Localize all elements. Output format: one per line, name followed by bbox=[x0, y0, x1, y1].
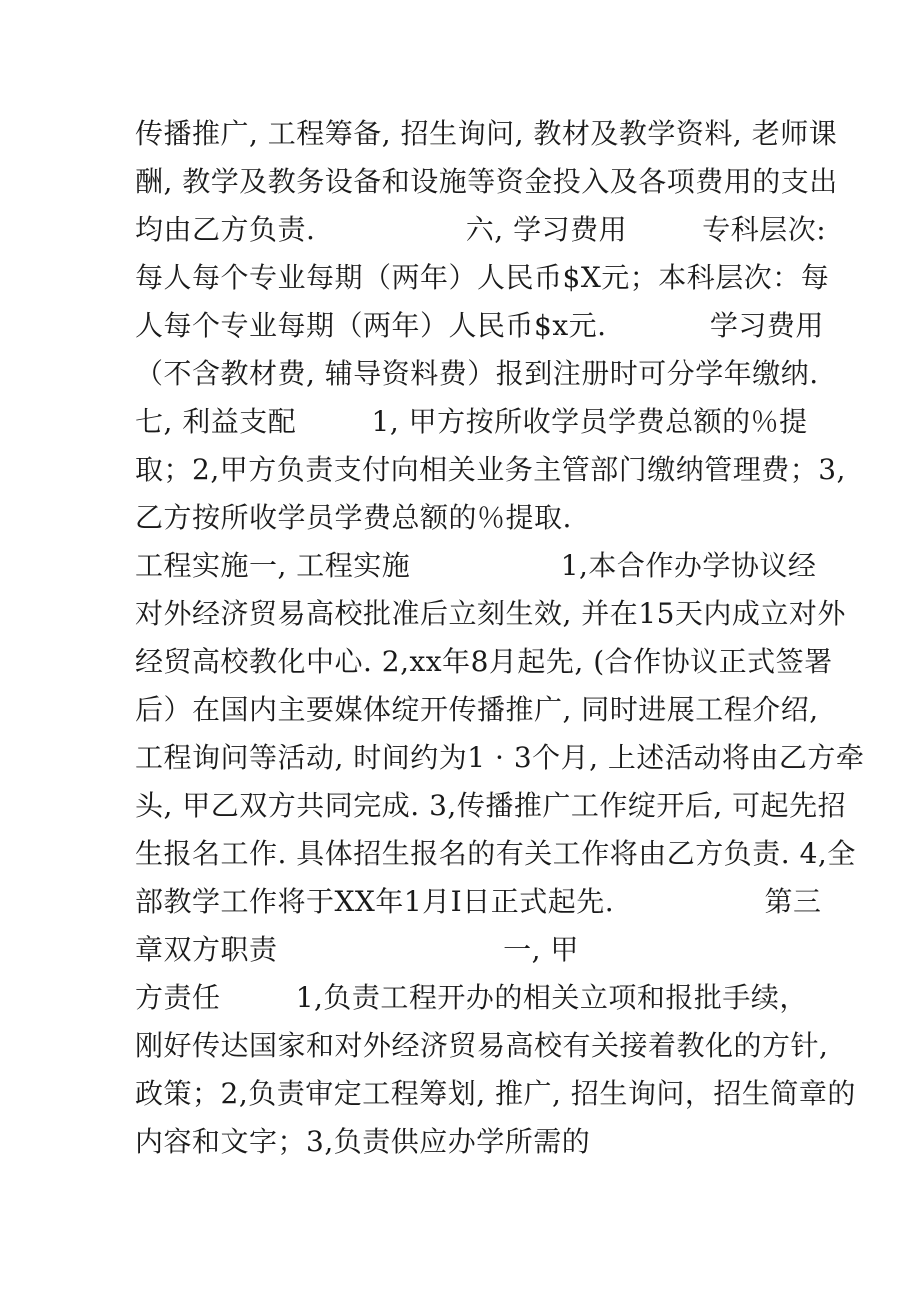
text-line: 工程询问等活动, 时间约为1 · 3个月, 上述活动将由乙方牵 bbox=[135, 741, 865, 774]
text-line: 头, 甲乙双方共同完成. 3,传播推广工作绽开后, 可起先招 bbox=[135, 789, 847, 822]
text-line: 人每个专业每期（两年）人民币$x元. 学习费用 bbox=[135, 309, 824, 342]
text-line: 乙方按所收学员学费总额的％提取. bbox=[135, 501, 572, 534]
text-line: （不含教材费, 辅导资料费）报到注册时可分学年缴纳. bbox=[135, 357, 819, 390]
text-line: 对外经济贸易高校批准后立刻生效, 并在15天内成立对外 bbox=[135, 597, 846, 630]
text-line: 经贸高校教化中心. 2,xx年8月起先, (合作协议正式签署 bbox=[135, 645, 833, 678]
text-line: 工程实施一, 工程实施 1,本合作办学协议经 bbox=[135, 549, 817, 582]
text-line: 部教学工作将于XX年1月I日正式起先. 第三 bbox=[135, 885, 822, 918]
text-line: 传播推广, 工程筹备, 招生询问, 教材及教学资料, 老师课 bbox=[135, 117, 838, 150]
text-line: 方责任 1,负责工程开办的相关立项和报批手续， bbox=[135, 981, 808, 1014]
text-line: 取；2,甲方负责支付向相关业务主管部门缴纳管理费；3, bbox=[135, 453, 846, 486]
text-line: 刚好传达国家和对外经济贸易高校有关接着教化的方针, bbox=[135, 1029, 829, 1062]
text-line: 政策；2,负责审定工程筹划, 推广, 招生询问，招生简章的 bbox=[135, 1077, 856, 1110]
text-line: 酬, 教学及教务设备和设施等资金投入及各项费用的支出 bbox=[135, 165, 838, 198]
text-line: 内容和文字；3,负责供应办学所需的 bbox=[135, 1125, 591, 1158]
text-line: 七, 利益支配 1, 甲方按所收学员学费总额的％提 bbox=[135, 405, 808, 438]
text-line: 生报名工作. 具体招生报名的有关工作将由乙方负责. 4,全 bbox=[135, 837, 856, 870]
text-line: 每人每个专业每期（两年）人民币$X元；本科层次：每 bbox=[135, 261, 830, 294]
text-line: 均由乙方负责. 六, 学习费用 专科层次: bbox=[135, 213, 827, 246]
text-line: 章双方职责 一, 甲 bbox=[135, 933, 579, 966]
text-line: 后）在国内主要媒体绽开传播推广, 同时进展工程介绍, bbox=[135, 693, 819, 726]
